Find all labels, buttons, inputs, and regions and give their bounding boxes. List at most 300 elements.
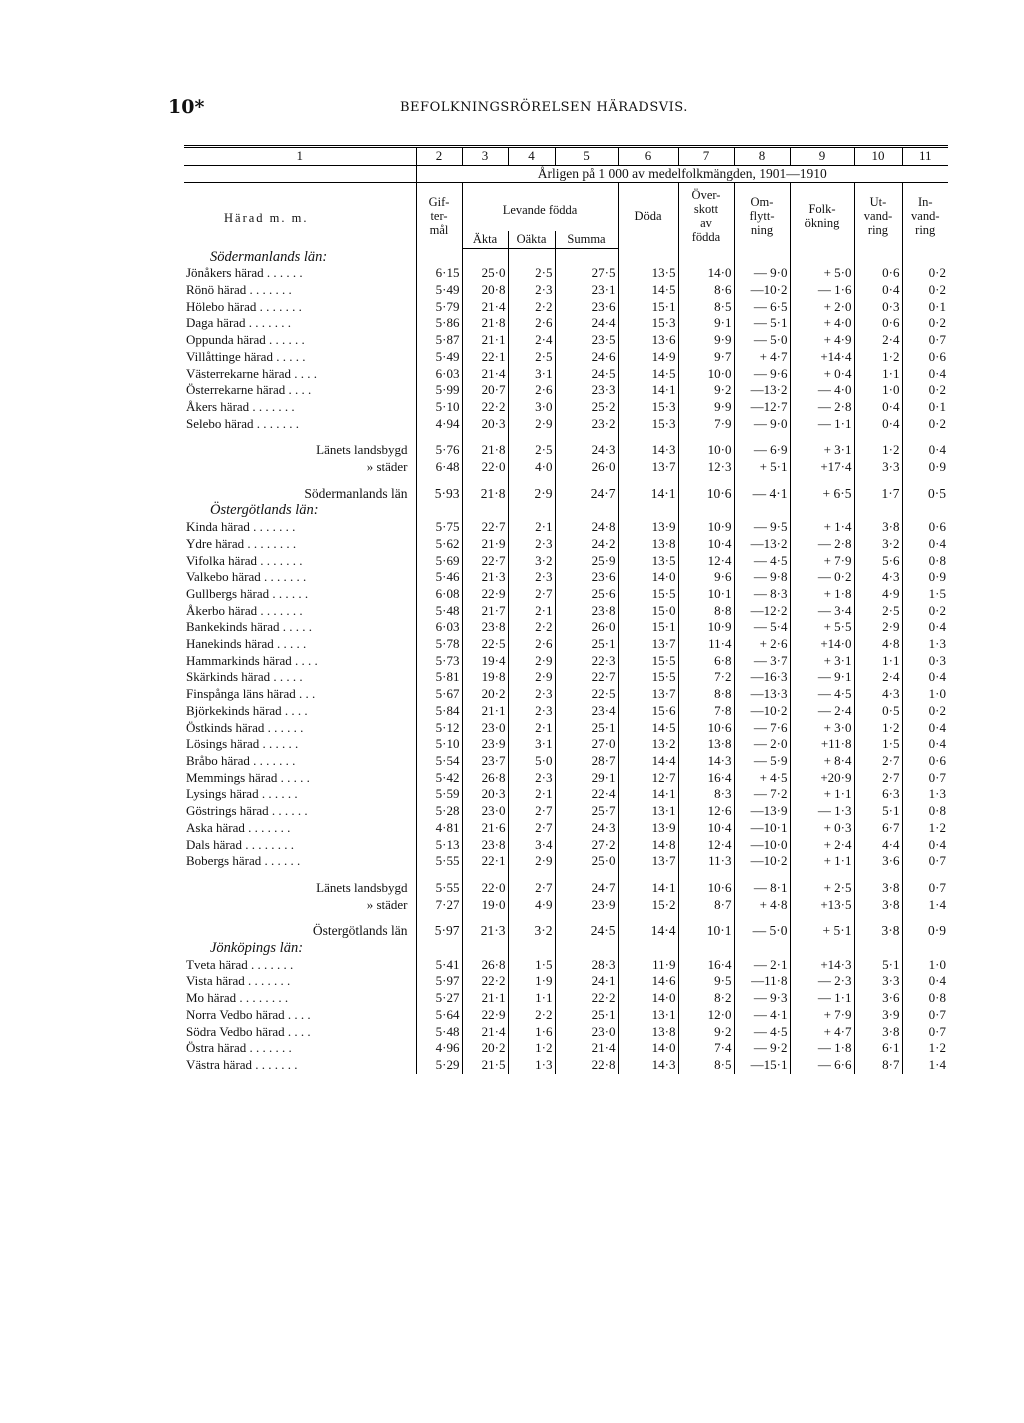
value-cell: 5·84: [416, 703, 462, 720]
value-cell: +14·0: [790, 636, 854, 653]
value-cell: 0·6: [854, 315, 902, 332]
value-cell: —13·2: [734, 536, 790, 553]
value-cell: —16·3: [734, 669, 790, 686]
value-cell: 29·1: [555, 770, 618, 787]
value-cell: 21·8: [462, 442, 508, 459]
row-label: Tveta härad . . . . . . .: [186, 956, 294, 972]
value-cell: — 3·7: [734, 653, 790, 670]
value-cell: 23·8: [555, 603, 618, 620]
table-row: [184, 382, 948, 399]
value-cell: 10·0: [678, 366, 734, 383]
value-cell: 5·6: [854, 553, 902, 570]
row-label: Kinda härad . . . . . . .: [186, 519, 296, 535]
value-cell: — 6·9: [734, 442, 790, 459]
value-cell: 9·5: [678, 973, 734, 990]
value-cell: 9·7: [678, 349, 734, 366]
spacer-row: [184, 913, 948, 923]
value-cell: 27·5: [555, 265, 618, 282]
value-cell: 0·2: [902, 282, 948, 299]
row-label: Östergötlands län: [312, 923, 408, 939]
value-cell: + 1·1: [790, 786, 854, 803]
table-row: [184, 786, 948, 803]
value-cell: 4·9: [854, 586, 902, 603]
table-row: [184, 973, 948, 990]
table-row: [184, 299, 948, 316]
value-cell: 20·3: [462, 786, 508, 803]
value-cell: 2·7: [508, 586, 555, 603]
value-cell: —15·1: [734, 1057, 790, 1074]
value-cell: 5·1: [854, 803, 902, 820]
value-cell: 1·5: [902, 586, 948, 603]
value-cell: 2·3: [508, 569, 555, 586]
value-cell: 15·2: [618, 897, 678, 914]
value-cell: 2·3: [508, 536, 555, 553]
span-heading-row: [184, 165, 948, 183]
value-cell: —13·2: [734, 382, 790, 399]
value-cell: 25·1: [555, 720, 618, 737]
value-cell: 1·3: [902, 636, 948, 653]
value-cell: +11·8: [790, 736, 854, 753]
value-cell: 22·4: [555, 786, 618, 803]
value-cell: 2·9: [508, 853, 555, 870]
value-cell: 1·5: [508, 957, 555, 974]
value-cell: 0·4: [902, 619, 948, 636]
column-number: 3: [462, 147, 508, 166]
total-row: [184, 923, 948, 940]
value-cell: 14·0: [618, 1040, 678, 1057]
value-cell: — 2·4: [790, 703, 854, 720]
value-cell: 6·3: [854, 786, 902, 803]
value-cell: 0·4: [902, 720, 948, 737]
value-cell: 16·4: [678, 770, 734, 787]
value-cell: + 3·1: [790, 653, 854, 670]
table-row: [184, 1040, 948, 1057]
value-cell: 9·9: [678, 332, 734, 349]
value-cell: + 5·0: [790, 265, 854, 282]
value-cell: 3·1: [508, 736, 555, 753]
value-cell: 8·8: [678, 686, 734, 703]
value-cell: 2·7: [508, 880, 555, 897]
value-cell: 5·49: [416, 349, 462, 366]
value-cell: 5·73: [416, 653, 462, 670]
value-cell: 5·59: [416, 786, 462, 803]
value-cell: — 9·0: [734, 416, 790, 433]
value-cell: 15·6: [618, 703, 678, 720]
value-cell: 0·6: [902, 519, 948, 536]
value-cell: — 4·1: [734, 486, 790, 503]
value-cell: 1·4: [902, 1057, 948, 1074]
value-cell: 5·42: [416, 770, 462, 787]
value-cell: 20·2: [462, 1040, 508, 1057]
row-label: Norra Vedbo härad . . . .: [186, 1006, 311, 1022]
value-cell: 15·3: [618, 416, 678, 433]
value-cell: 24·7: [555, 486, 618, 503]
value-cell: 11·9: [618, 957, 678, 974]
value-cell: + 2·0: [790, 299, 854, 316]
value-cell: 0·4: [902, 669, 948, 686]
value-cell: — 7·6: [734, 720, 790, 737]
value-cell: 2·4: [854, 669, 902, 686]
value-cell: 0·2: [902, 603, 948, 620]
value-cell: 13·8: [618, 1024, 678, 1041]
value-cell: 22·5: [462, 636, 508, 653]
value-cell: 2·5: [508, 265, 555, 282]
table-body: [184, 249, 948, 1074]
value-cell: —12·2: [734, 603, 790, 620]
section-title: Östergötlands län:: [210, 502, 319, 519]
value-cell: 3·8: [854, 897, 902, 914]
row-label: Rönö härad . . . . . . .: [186, 282, 292, 298]
population-growth-header: Folk- ökning: [790, 183, 854, 249]
value-cell: 14·1: [618, 486, 678, 503]
value-cell: 20·2: [462, 686, 508, 703]
value-cell: 13·1: [618, 803, 678, 820]
value-cell: 19·8: [462, 669, 508, 686]
value-cell: 15·3: [618, 315, 678, 332]
value-cell: 10·6: [678, 720, 734, 737]
subtotal-row: [184, 880, 948, 897]
value-cell: 2·1: [508, 603, 555, 620]
value-cell: +14·4: [790, 349, 854, 366]
value-cell: 0·8: [902, 553, 948, 570]
value-cell: 12·6: [678, 803, 734, 820]
spacer-row: [184, 476, 948, 486]
row-label: Valkebo härad . . . . . . .: [186, 569, 307, 585]
row-label: Oppunda härad . . . . . .: [186, 332, 305, 348]
value-cell: 2·9: [854, 619, 902, 636]
table-row: [184, 837, 948, 854]
table-row: [184, 332, 948, 349]
value-cell: 23·5: [555, 332, 618, 349]
value-cell: 6·03: [416, 366, 462, 383]
table-row: [184, 366, 948, 383]
running-title: BEFOLKNINGSRÖRELSEN HÄRADSVIS.: [400, 100, 688, 115]
value-cell: 22·0: [462, 459, 508, 476]
value-cell: 0·7: [902, 770, 948, 787]
migration-header: Om- flytt- ning: [734, 183, 790, 249]
value-cell: 24·5: [555, 366, 618, 383]
value-cell: 5·13: [416, 837, 462, 854]
value-cell: 5·62: [416, 536, 462, 553]
value-cell: 12·4: [678, 553, 734, 570]
value-cell: 21·1: [462, 990, 508, 1007]
value-cell: 23·4: [555, 703, 618, 720]
value-cell: 3·8: [854, 519, 902, 536]
value-cell: 14·4: [618, 923, 678, 940]
row-label: Hanekinds härad . . . . .: [186, 636, 307, 652]
value-cell: 1·0: [902, 957, 948, 974]
value-cell: 13·7: [618, 459, 678, 476]
column-number: 9: [790, 147, 854, 166]
value-cell: —10·2: [734, 853, 790, 870]
row-label: Mo härad . . . . . . . .: [186, 990, 289, 1006]
value-cell: 1·6: [508, 1024, 555, 1041]
value-cell: 0·7: [902, 332, 948, 349]
value-cell: 20·3: [462, 416, 508, 433]
value-cell: 2·1: [508, 519, 555, 536]
value-cell: 5·99: [416, 382, 462, 399]
value-cell: 5·41: [416, 957, 462, 974]
value-cell: 12·3: [678, 459, 734, 476]
value-cell: 15·3: [618, 399, 678, 416]
value-cell: + 8·4: [790, 753, 854, 770]
value-cell: 0·1: [902, 399, 948, 416]
section-heading-row: [184, 940, 948, 957]
value-cell: 0·5: [902, 486, 948, 503]
value-cell: 2·7: [508, 820, 555, 837]
table-row: [184, 619, 948, 636]
value-cell: 23·0: [462, 803, 508, 820]
value-cell: 2·3: [508, 686, 555, 703]
table-row: [184, 636, 948, 653]
value-cell: 3·2: [508, 553, 555, 570]
value-cell: 0·2: [902, 416, 948, 433]
value-cell: 0·4: [854, 399, 902, 416]
row-label: Aska härad . . . . . . .: [186, 819, 291, 835]
header-row: [184, 183, 948, 232]
value-cell: — 2·0: [734, 736, 790, 753]
value-cell: 3·3: [854, 459, 902, 476]
value-cell: 25·6: [555, 586, 618, 603]
row-label: Finspånga läns härad . . .: [186, 686, 316, 702]
value-cell: 14·3: [618, 442, 678, 459]
value-cell: 4·81: [416, 820, 462, 837]
table-row: [184, 720, 948, 737]
value-cell: 2·5: [508, 349, 555, 366]
row-label: Hammarkinds härad . . . .: [186, 652, 318, 668]
table-row: [184, 586, 948, 603]
value-cell: 13·5: [618, 265, 678, 282]
value-cell: — 6·5: [734, 299, 790, 316]
row-label: Dals härad . . . . . . . .: [186, 836, 294, 852]
value-cell: 14·5: [618, 282, 678, 299]
value-cell: 1·4: [902, 897, 948, 914]
value-cell: 0·6: [902, 753, 948, 770]
value-cell: 5·79: [416, 299, 462, 316]
table-row: [184, 603, 948, 620]
value-cell: + 4·7: [734, 349, 790, 366]
value-cell: 2·2: [508, 299, 555, 316]
value-cell: 4·3: [854, 686, 902, 703]
value-cell: 0·6: [902, 349, 948, 366]
value-cell: 0·2: [902, 703, 948, 720]
table-row: [184, 770, 948, 787]
value-cell: 8·6: [678, 282, 734, 299]
value-cell: 2·2: [508, 619, 555, 636]
value-cell: 4·8: [854, 636, 902, 653]
value-cell: 13·8: [678, 736, 734, 753]
table-row: [184, 803, 948, 820]
value-cell: — 5·0: [734, 923, 790, 940]
value-cell: — 5·1: [734, 315, 790, 332]
value-cell: 2·3: [508, 770, 555, 787]
value-cell: 21·7: [462, 603, 508, 620]
value-cell: 8·2: [678, 990, 734, 1007]
value-cell: 10·9: [678, 619, 734, 636]
row-label: Memmings härad . . . . .: [186, 769, 310, 785]
value-cell: +13·5: [790, 897, 854, 914]
value-cell: 26·0: [555, 459, 618, 476]
value-cell: 14·3: [678, 753, 734, 770]
value-cell: 0·9: [902, 569, 948, 586]
value-cell: +14·3: [790, 957, 854, 974]
value-cell: 21·4: [462, 1024, 508, 1041]
value-cell: +17·4: [790, 459, 854, 476]
value-cell: 19·0: [462, 897, 508, 914]
value-cell: 5·0: [508, 753, 555, 770]
value-cell: + 5·1: [734, 459, 790, 476]
value-cell: 5·49: [416, 282, 462, 299]
value-cell: 5·12: [416, 720, 462, 737]
value-cell: — 2·3: [790, 973, 854, 990]
value-cell: 0·1: [902, 299, 948, 316]
row-label: Södra Vedbo härad . . . .: [186, 1023, 311, 1039]
value-cell: + 2·6: [734, 636, 790, 653]
value-cell: 7·4: [678, 1040, 734, 1057]
subtotal-row: [184, 897, 948, 914]
value-cell: 0·4: [902, 366, 948, 383]
value-cell: 22·7: [555, 669, 618, 686]
table-row: [184, 315, 948, 332]
value-cell: 10·1: [678, 923, 734, 940]
value-cell: 5·69: [416, 553, 462, 570]
value-cell: — 4·5: [790, 686, 854, 703]
value-cell: + 2·4: [790, 837, 854, 854]
value-cell: —12·7: [734, 399, 790, 416]
value-cell: 3·6: [854, 853, 902, 870]
value-cell: — 1·1: [790, 990, 854, 1007]
value-cell: 14·0: [678, 265, 734, 282]
value-cell: 5·1: [854, 957, 902, 974]
value-cell: — 5·4: [734, 619, 790, 636]
column-number: 10: [854, 147, 902, 166]
value-cell: + 1·1: [790, 853, 854, 870]
value-cell: 25·0: [462, 265, 508, 282]
value-cell: 25·1: [555, 636, 618, 653]
value-cell: 4·9: [508, 897, 555, 914]
table-row: [184, 553, 948, 570]
value-cell: — 9·2: [734, 1040, 790, 1057]
value-cell: 1·2: [854, 349, 902, 366]
value-cell: 0·7: [902, 1007, 948, 1024]
row-label: Länets landsbygd: [316, 879, 408, 895]
value-cell: 12·7: [618, 770, 678, 787]
section-title: Södermanlands län:: [210, 248, 328, 265]
value-cell: 5·67: [416, 686, 462, 703]
value-cell: 2·7: [854, 770, 902, 787]
value-cell: 8·5: [678, 1057, 734, 1074]
column-number: 5: [555, 147, 618, 166]
value-cell: 5·81: [416, 669, 462, 686]
value-cell: 28·7: [555, 753, 618, 770]
table-row: [184, 686, 948, 703]
value-cell: + 2·5: [790, 880, 854, 897]
value-cell: — 1·8: [790, 1040, 854, 1057]
value-cell: + 3·1: [790, 442, 854, 459]
value-cell: 14·0: [618, 569, 678, 586]
value-cell: 6·7: [854, 820, 902, 837]
value-cell: 0·3: [902, 653, 948, 670]
value-cell: 26·8: [462, 957, 508, 974]
value-cell: 12·0: [678, 1007, 734, 1024]
value-cell: 3·9: [854, 1007, 902, 1024]
value-cell: + 4·8: [734, 897, 790, 914]
value-cell: 0·4: [902, 837, 948, 854]
value-cell: 10·9: [678, 519, 734, 536]
value-cell: 16·4: [678, 957, 734, 974]
page-header: [168, 96, 958, 120]
value-cell: — 5·9: [734, 753, 790, 770]
value-cell: 14·0: [618, 990, 678, 1007]
table-row: [184, 853, 948, 870]
value-cell: 8·8: [678, 603, 734, 620]
row-label: Östkinds härad . . . . . .: [186, 719, 304, 735]
value-cell: — 4·5: [734, 1024, 790, 1041]
value-cell: 10·6: [678, 486, 734, 503]
value-cell: 10·4: [678, 820, 734, 837]
value-cell: + 1·8: [790, 586, 854, 603]
value-cell: 5·97: [416, 923, 462, 940]
value-cell: 22·8: [555, 1057, 618, 1074]
value-cell: 23·9: [462, 736, 508, 753]
value-cell: 22·2: [462, 973, 508, 990]
value-cell: 5·75: [416, 519, 462, 536]
column-number: 2: [416, 147, 462, 166]
value-cell: 0·2: [902, 382, 948, 399]
value-cell: 1·9: [508, 973, 555, 990]
birth-surplus-header: Över- skott av födda: [678, 183, 734, 249]
value-cell: 21·4: [462, 299, 508, 316]
value-cell: 24·7: [555, 880, 618, 897]
live-births-header: Levande födda: [462, 183, 618, 232]
row-label: Västerrekarne härad . . . .: [186, 365, 318, 381]
value-cell: 14·8: [618, 837, 678, 854]
row-label: Gullbergs härad . . . . . .: [186, 585, 309, 601]
row-label: Göstrings härad . . . . . .: [186, 803, 308, 819]
value-cell: 23·0: [462, 720, 508, 737]
value-cell: 14·4: [618, 753, 678, 770]
row-label: Västra härad . . . . . . .: [186, 1056, 298, 1072]
value-cell: 13·5: [618, 553, 678, 570]
table-row: [184, 416, 948, 433]
value-cell: 0·8: [902, 803, 948, 820]
value-cell: 25·2: [555, 399, 618, 416]
value-cell: 21·4: [555, 1040, 618, 1057]
value-cell: 0·7: [902, 880, 948, 897]
value-cell: 23·6: [555, 569, 618, 586]
value-cell: —13·3: [734, 686, 790, 703]
row-label: Södermanlands län: [304, 485, 408, 501]
value-cell: 4·96: [416, 1040, 462, 1057]
value-cell: 13·6: [618, 332, 678, 349]
value-cell: 21·8: [462, 486, 508, 503]
value-cell: 15·1: [618, 619, 678, 636]
value-cell: 1·1: [854, 366, 902, 383]
value-cell: — 9·6: [734, 366, 790, 383]
subtotal-row: [184, 459, 948, 476]
value-cell: 2·6: [508, 315, 555, 332]
value-cell: 4·4: [854, 837, 902, 854]
value-cell: 2·3: [508, 282, 555, 299]
value-cell: 21·3: [462, 569, 508, 586]
value-cell: 5·64: [416, 1007, 462, 1024]
value-cell: + 3·0: [790, 720, 854, 737]
value-cell: 20·7: [462, 382, 508, 399]
value-cell: 7·9: [678, 416, 734, 433]
value-cell: 24·3: [555, 442, 618, 459]
illegitimate-header: Oäkta: [508, 231, 555, 248]
value-cell: 5·27: [416, 990, 462, 1007]
